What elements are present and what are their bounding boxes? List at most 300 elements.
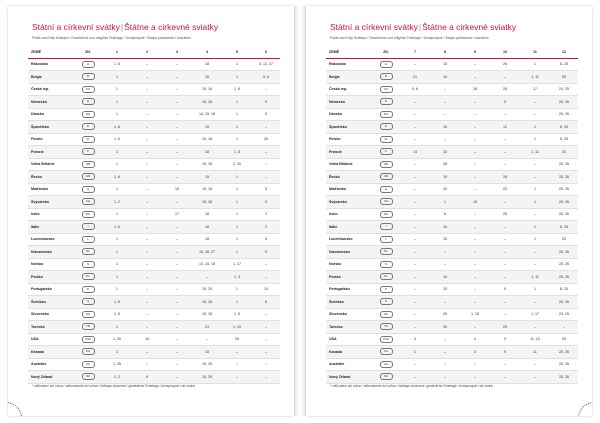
holiday-cell: 9: [490, 333, 520, 346]
holiday-cell: 14, 15, 18: [192, 108, 222, 121]
holiday-cell: 5: [252, 196, 280, 209]
holiday-cell: –: [460, 146, 490, 159]
table-row: [326, 321, 578, 334]
holiday-cell: 15, 18: [192, 308, 222, 321]
country-name: Dánsko: [326, 108, 372, 121]
holiday-cell: –: [252, 146, 280, 159]
page-subtitle-left: Public and Holy Holidays / Gesetzliche und religiöse Feiertage / Ünnepnapok / Święta państwowe i kościelne: [32, 36, 191, 40]
country-code-badge: GB: [82, 161, 95, 168]
country-name: Polsko: [326, 271, 372, 284]
table-row: [326, 133, 578, 146]
table-header-row: [326, 46, 578, 58]
holiday-cell: 25, 26: [550, 196, 578, 209]
table-row: [28, 183, 280, 196]
country-code-badge: E: [82, 123, 95, 130]
holiday-cell: –: [430, 108, 460, 121]
holiday-cell: 5: [252, 246, 280, 259]
holiday-cell: 5: [252, 108, 280, 121]
holiday-cell: 8, 25: [550, 221, 578, 234]
country-name: Řecko: [28, 171, 74, 184]
holiday-cell: –: [520, 158, 550, 171]
country-code-badge: GB: [380, 161, 393, 168]
holiday-cell: 15: [430, 233, 460, 246]
holiday-cell: –: [400, 196, 430, 209]
holiday-cell: –: [162, 146, 192, 159]
country-code-badge: I: [82, 223, 95, 230]
holiday-cell: –: [490, 71, 520, 84]
country-code-badge: CZ: [380, 86, 393, 93]
holiday-cell: 25, 26: [550, 108, 578, 121]
header-month: 3: [162, 46, 192, 58]
holiday-cell: –: [162, 96, 192, 109]
table-row: [326, 171, 578, 184]
holiday-cell: 1: [222, 296, 252, 309]
country-name: Austrálie: [326, 358, 372, 371]
table-row: [28, 283, 280, 296]
holiday-cell: –: [162, 346, 192, 359]
table-row: [326, 146, 578, 159]
table-row: [326, 196, 578, 209]
holiday-cell: –: [460, 108, 490, 121]
holiday-cell: –: [460, 171, 490, 184]
holiday-cell: 1, 2: [102, 196, 132, 209]
holiday-cell: 6: [252, 296, 280, 309]
holiday-cell: 18: [192, 146, 222, 159]
holiday-cell: 15, 18: [192, 196, 222, 209]
table-row: [326, 71, 578, 84]
table-row: [28, 158, 280, 171]
country-code-cell: [372, 196, 400, 209]
country-code-badge: S: [82, 298, 95, 305]
country-code-badge: L: [380, 236, 393, 243]
holiday-cell: 29: [430, 308, 460, 321]
country-code-cell: [74, 146, 102, 159]
holiday-cell: –: [460, 233, 490, 246]
holiday-cell: –: [132, 296, 162, 309]
holiday-cell: –: [162, 233, 192, 246]
holiday-cell: –: [460, 258, 490, 271]
holiday-cell: –: [490, 258, 520, 271]
country-code-badge: PL: [82, 273, 95, 280]
country-code-badge: GR: [82, 173, 95, 180]
holiday-cell: –: [430, 346, 460, 359]
holiday-cell: 28: [490, 208, 520, 221]
country-code-cell: [372, 321, 400, 334]
holiday-cell: –: [132, 196, 162, 209]
holiday-cell: 15: [192, 171, 222, 184]
country-code-cell: [74, 208, 102, 221]
holiday-cell: –: [162, 271, 192, 284]
holiday-cell: 25, 26: [550, 258, 578, 271]
holiday-cell: –: [252, 121, 280, 134]
holiday-cell: –: [460, 371, 490, 384]
country-code-cell: [372, 108, 400, 121]
holiday-cell: 28: [490, 83, 520, 96]
holiday-cell: –: [400, 283, 430, 296]
country-name: Lucembursko: [326, 233, 372, 246]
table-row: [326, 108, 578, 121]
holiday-cell: –: [490, 358, 520, 371]
holiday-cell: 1: [102, 321, 132, 334]
holiday-cell: –: [460, 283, 490, 296]
holiday-cell: 1, 20: [102, 333, 132, 346]
holiday-cell: 25, 26: [550, 183, 578, 196]
holiday-cell: 24, 25: [550, 83, 578, 96]
holiday-cell: –: [162, 83, 192, 96]
table-row: [28, 333, 280, 346]
holiday-cell: –: [132, 58, 162, 71]
holiday-cell: 1: [520, 283, 550, 296]
country-code-badge: FI: [82, 136, 95, 143]
holiday-cell: –: [460, 96, 490, 109]
header-country: ZEMĚ: [28, 46, 74, 58]
holiday-cell: –: [430, 246, 460, 259]
header-month: 5: [222, 46, 252, 58]
holiday-cell: –: [460, 121, 490, 134]
table-row: [326, 271, 578, 284]
holiday-cell: 1: [102, 108, 132, 121]
country-code-cell: [372, 333, 400, 346]
country-code-badge: L: [82, 236, 95, 243]
holiday-cell: 15, 18, 27: [192, 246, 222, 259]
holiday-cell: 1, 8: [222, 308, 252, 321]
holiday-cell: 28: [430, 158, 460, 171]
table-row: [28, 196, 280, 209]
country-name: Slovensko: [28, 308, 74, 321]
holiday-cell: 1, 3: [222, 271, 252, 284]
holiday-cell: –: [222, 358, 252, 371]
country-name: Portugalsko: [326, 283, 372, 296]
country-code-cell: [74, 133, 102, 146]
holiday-cell: 1, 6: [102, 308, 132, 321]
holiday-cell: –: [132, 283, 162, 296]
table-row: [28, 146, 280, 159]
holiday-cell: 1: [102, 271, 132, 284]
country-code-cell: [372, 346, 400, 359]
table-row: [28, 258, 280, 271]
holiday-cell: –: [252, 158, 280, 171]
country-code-badge: D: [380, 98, 393, 105]
page-title-right: Státní a církevní svátky|Štátne a cirkevné sviatky: [330, 22, 517, 32]
holiday-cell: –: [132, 258, 162, 271]
holiday-cell: 10: [252, 283, 280, 296]
country-name: Česká rep.: [28, 83, 74, 96]
holiday-cell: –: [490, 221, 520, 234]
holiday-cell: –: [162, 58, 192, 71]
corner-decoration-icon: [8, 402, 22, 416]
country-name: Dánsko: [28, 108, 74, 121]
holiday-cell: 14: [400, 146, 430, 159]
country-code-badge: B: [380, 73, 393, 80]
country-code-cell: [372, 96, 400, 109]
country-name: Austrálie: [28, 358, 74, 371]
holiday-cell: 15: [192, 121, 222, 134]
holiday-cell: 20: [430, 183, 460, 196]
holiday-cell: 1: [222, 171, 252, 184]
table-row: [326, 246, 578, 259]
holiday-cell: –: [460, 296, 490, 309]
holiday-cell: 12: [490, 121, 520, 134]
holiday-cell: –: [430, 358, 460, 371]
header-month: 8: [430, 46, 460, 58]
page-subtitle-right: Public and Holy Holidays / Gesetzliche und religiöse Feiertage / Ünnepnapok / Święta państwowe i kościelne: [330, 36, 489, 40]
holiday-cell: 21: [400, 71, 430, 84]
holiday-cell: –: [132, 233, 162, 246]
holiday-cell: –: [430, 258, 460, 271]
table-row: [28, 358, 280, 371]
table-row: [28, 308, 280, 321]
holiday-cell: 15: [430, 171, 460, 184]
holiday-cell: 5: [252, 233, 280, 246]
table-row: [326, 283, 578, 296]
country-code-cell: [372, 133, 400, 146]
table-row: [28, 246, 280, 259]
country-name: Finsko: [28, 133, 74, 146]
country-code-cell: [74, 308, 102, 321]
holiday-cell: –: [400, 308, 430, 321]
country-code-badge: GR: [380, 173, 393, 180]
country-code-cell: [372, 83, 400, 96]
holiday-cell: –: [400, 258, 430, 271]
holiday-cell: 1, 6: [102, 58, 132, 71]
country-code-cell: [372, 271, 400, 284]
holiday-cell: –: [430, 96, 460, 109]
holiday-cell: 6: [132, 371, 162, 384]
holiday-cell: 6, 25: [550, 133, 578, 146]
holiday-cell: 15: [460, 196, 490, 209]
header-month: 10: [490, 46, 520, 58]
holiday-cell: 1: [520, 183, 550, 196]
country-code-badge: TR: [82, 323, 95, 330]
holiday-cell: –: [400, 221, 430, 234]
holiday-cell: –: [460, 58, 490, 71]
table-row: [326, 371, 578, 384]
country-code-badge: USA: [82, 336, 95, 343]
country-name: USA: [326, 333, 372, 346]
holiday-cell: 15, 18: [192, 96, 222, 109]
table-row: [326, 58, 578, 71]
holiday-cell: –: [520, 321, 550, 334]
holiday-cell: 1: [520, 196, 550, 209]
page-title-left: Státní a církevní svátky|Štátne a cirkevné sviatky: [32, 22, 219, 32]
holiday-cell: 1: [222, 246, 252, 259]
country-name: Velká Británie: [28, 158, 74, 171]
holiday-cell: –: [400, 58, 430, 71]
holiday-cell: –: [400, 133, 430, 146]
holiday-cell: –: [162, 308, 192, 321]
holiday-cell: 25: [252, 133, 280, 146]
table-row: [28, 108, 280, 121]
holiday-cell: 15, 18: [192, 296, 222, 309]
country-code-badge: TR: [380, 323, 393, 330]
country-code-cell: [372, 358, 400, 371]
holiday-cell: 1, 26: [102, 358, 132, 371]
holiday-cell: 25, 26: [550, 96, 578, 109]
holiday-cell: –: [132, 121, 162, 134]
table-row: [28, 296, 280, 309]
holiday-cell: –: [490, 246, 520, 259]
holiday-cell: –: [460, 321, 490, 334]
holiday-cell: –: [460, 208, 490, 221]
country-code-cell: [74, 71, 102, 84]
holiday-cell: 1: [102, 233, 132, 246]
country-name: Polsko: [28, 271, 74, 284]
holiday-cell: –: [430, 133, 460, 146]
country-name: Turecko: [326, 321, 372, 334]
header-month: 9: [460, 46, 490, 58]
holiday-cell: 1: [520, 233, 550, 246]
holiday-cell: –: [162, 296, 192, 309]
holiday-cell: –: [132, 171, 162, 184]
country-code-badge: CZ: [82, 86, 95, 93]
holiday-cell: 18: [192, 71, 222, 84]
country-code-cell: [74, 271, 102, 284]
holiday-cell: –: [132, 308, 162, 321]
country-code-cell: [74, 158, 102, 171]
holiday-cell: 1, 11: [520, 146, 550, 159]
country-name: Rakousko: [28, 58, 74, 71]
holiday-cell: 25, 26: [550, 296, 578, 309]
holiday-cell: 15: [430, 146, 460, 159]
table-row: [28, 233, 280, 246]
holiday-cell: –: [252, 346, 280, 359]
holiday-cell: –: [490, 146, 520, 159]
header-code: ZN.: [372, 46, 400, 58]
country-name: Maďarsko: [28, 183, 74, 196]
country-code-badge: B: [82, 73, 95, 80]
holiday-cell: –: [162, 258, 192, 271]
holiday-cell: 5: [490, 283, 520, 296]
country-code-badge: NL: [82, 248, 95, 255]
country-code-badge: H: [82, 186, 95, 193]
holiday-cell: –: [192, 333, 222, 346]
header-month: 6: [252, 46, 280, 58]
country-name: Belgie: [326, 71, 372, 84]
country-code-badge: H: [380, 186, 393, 193]
holiday-cell: 25, 26: [550, 246, 578, 259]
country-code-cell: [74, 233, 102, 246]
holiday-cell: 1, 17: [520, 308, 550, 321]
country-name: Kanada: [326, 346, 372, 359]
holiday-cell: –: [490, 308, 520, 321]
holiday-cell: –: [430, 83, 460, 96]
holiday-cell: 15: [430, 121, 460, 134]
holiday-cell: –: [430, 371, 460, 384]
holiday-cell: 25: [550, 71, 578, 84]
holiday-cell: –: [460, 71, 490, 84]
holiday-cell: 15, 25: [192, 358, 222, 371]
holiday-cell: 5: [252, 183, 280, 196]
holiday-cell: –: [520, 208, 550, 221]
holiday-cell: –: [252, 171, 280, 184]
country-name: Irsko: [326, 208, 372, 221]
country-name: Švédsko: [326, 296, 372, 309]
holiday-cell: 15, 25: [192, 283, 222, 296]
holiday-cell: –: [222, 346, 252, 359]
country-name: Španělsko: [28, 121, 74, 134]
holiday-cell: 1: [222, 133, 252, 146]
country-code-badge: N: [380, 261, 393, 268]
holiday-cell: –: [520, 108, 550, 121]
holiday-cell: –: [132, 108, 162, 121]
holiday-cell: 1: [222, 183, 252, 196]
holiday-cell: 29: [490, 321, 520, 334]
holiday-table-left: [28, 46, 280, 384]
country-code-badge: NL: [380, 248, 393, 255]
holiday-cell: 11: [520, 346, 550, 359]
country-name: Finsko: [326, 133, 372, 146]
holiday-cell: 1, 6: [102, 133, 132, 146]
country-code-cell: [372, 296, 400, 309]
holiday-cell: –: [132, 221, 162, 234]
holiday-cell: –: [490, 233, 520, 246]
table-row: [326, 221, 578, 234]
holiday-cell: –: [132, 321, 162, 334]
holiday-cell: –: [252, 358, 280, 371]
holiday-cell: 25, 26: [550, 158, 578, 171]
country-code-badge: AU: [82, 361, 95, 368]
holiday-cell: –: [162, 196, 192, 209]
holiday-cell: 2, 30: [222, 158, 252, 171]
table-row: [28, 371, 280, 384]
holiday-cell: –: [162, 108, 192, 121]
country-code-badge: NZ: [380, 373, 393, 380]
holiday-cell: 15: [132, 333, 162, 346]
table-row: [28, 58, 280, 71]
country-code-cell: [372, 308, 400, 321]
holiday-cell: 1: [430, 196, 460, 209]
country-code-cell: [372, 258, 400, 271]
country-code-badge: P: [82, 286, 95, 293]
holiday-cell: 1, 8: [222, 83, 252, 96]
holiday-cell: –: [400, 108, 430, 121]
holiday-cell: –: [490, 158, 520, 171]
holiday-cell: 1: [222, 208, 252, 221]
holiday-cell: 18: [192, 221, 222, 234]
holiday-cell: 1, 15: [460, 308, 490, 321]
holiday-cell: 5, 13, 27: [252, 58, 280, 71]
country-code-badge: D: [82, 98, 95, 105]
country-name: Itálie: [326, 221, 372, 234]
country-code-cell: [74, 283, 102, 296]
table-row: [326, 358, 578, 371]
holiday-cell: 18: [192, 233, 222, 246]
header-month: 11: [520, 46, 550, 58]
holiday-cell: –: [162, 133, 192, 146]
holiday-cell: 1, 6: [102, 121, 132, 134]
holiday-cell: 1: [102, 71, 132, 84]
country-code-badge: A: [82, 61, 95, 68]
holiday-cell: 5, 6: [252, 71, 280, 84]
country-name: Nizozemsko: [28, 246, 74, 259]
holiday-cell: 3: [490, 96, 520, 109]
table-row: [326, 296, 578, 309]
holiday-cell: –: [520, 246, 550, 259]
country-code-cell: [372, 283, 400, 296]
holiday-cell: 15: [430, 283, 460, 296]
table-row: [326, 346, 578, 359]
right-page: [306, 6, 592, 416]
country-name: Německo: [326, 96, 372, 109]
country-code-badge: SK: [380, 311, 393, 318]
holiday-cell: –: [252, 321, 280, 334]
country-name: Německo: [28, 96, 74, 109]
holiday-cell: 6, 25: [550, 121, 578, 134]
holiday-cell: –: [400, 271, 430, 284]
country-name: Maďarsko: [326, 183, 372, 196]
holiday-cell: 30: [430, 321, 460, 334]
country-name: Velká Británie: [326, 158, 372, 171]
